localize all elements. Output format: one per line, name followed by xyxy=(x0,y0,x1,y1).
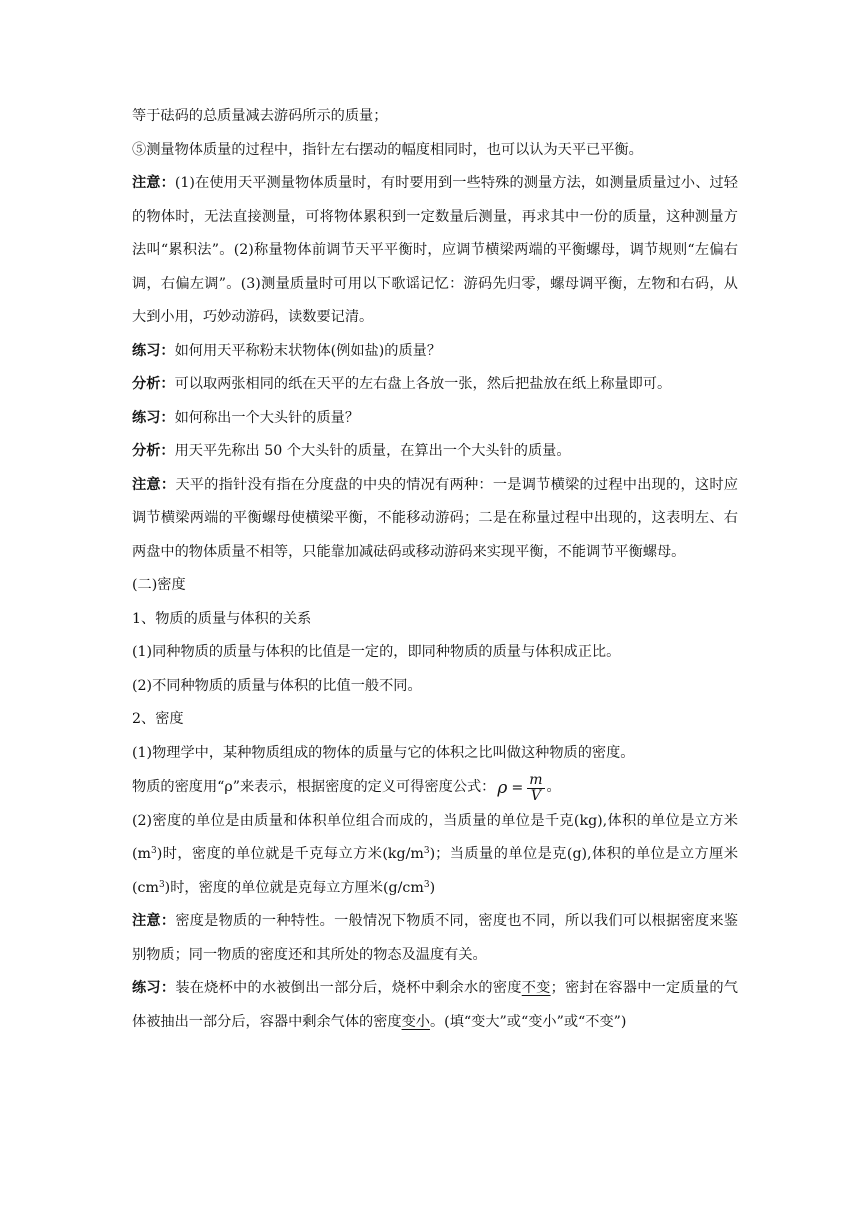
exercise-label: 练习： xyxy=(132,342,175,359)
formula-numerator: m xyxy=(529,772,543,789)
exercise-label: 练习： xyxy=(132,980,176,996)
note-text: (1)在使用天平测量物体质量时，有时要用到一些特殊的测量方法，如测量质量过小、过轻的物体时，无法直接测量，可将物体累积到一定数量后测量，再求其中一份的质量，这种测量方法叫“累积法”。(2)称量物体前调节天平平衡时，应调节横梁两端的平衡螺母，调节规则“左偏右调，右偏左调”。(3)测量质量时可用以下歌谣记忆：游码先归零，螺母调平衡，左物和右码，从大到小用，巧妙动游码，读数要记清。 xyxy=(132,175,738,325)
note-paragraph xyxy=(132,905,738,972)
formula-equals: = xyxy=(511,780,524,796)
formula-fraction xyxy=(527,773,544,804)
text-line: (1)同种物质的质量与体积的比值是一定的，即同种物质的质量与体积成正比。 xyxy=(132,644,621,660)
analysis-text: 用天平先称出 50 个大头针的质量，在算出一个大头针的质量。 xyxy=(174,443,571,459)
units-text: )时，密度的单位就是千克每立方米(kg/m xyxy=(156,846,424,862)
formula-intro: 物质的密度用“ρ”来表示，根据密度的定义可得密度公式： xyxy=(132,779,496,795)
note-paragraph xyxy=(132,167,738,335)
superscript-3: 3 xyxy=(151,846,157,856)
formula-rho: ρ xyxy=(497,778,508,798)
units-text: )时，密度的单位就是克每立方厘米(g/cm xyxy=(164,879,424,896)
exercise-text: 如何用天平称粉末状物体(例如盐)的质量？ xyxy=(174,342,442,359)
density-formula xyxy=(497,772,544,806)
note-label: 注意： xyxy=(132,175,175,191)
exercise-text: ；密封在容器中一定质量的气体被抽出一部分后，容器中剩余气体的密度 xyxy=(132,980,738,1030)
subheading: 1、物质的质量与体积的关系 xyxy=(132,610,312,627)
subheading: 2、密度 xyxy=(132,711,184,727)
analysis-paragraph xyxy=(132,368,738,402)
text-line: ⑤测量物体质量的过程中，指针左右摆动的幅度相同时，也可以认为天平已平衡。 xyxy=(132,141,643,158)
note-label: 注意： xyxy=(132,913,176,929)
analysis-label: 分析： xyxy=(132,376,175,392)
analysis-paragraph xyxy=(132,435,738,469)
units-text: )；当质量的单位是克(g),体积的单位是立方厘米(cm xyxy=(132,846,739,896)
exercise-text: 如何称出一个大头针的质量？ xyxy=(174,409,360,426)
analysis-text: 可以取两张相同的纸在天平的左右盘上各放一张，然后把盐放在纸上称量即可。 xyxy=(174,376,672,392)
units-paragraph xyxy=(132,805,738,906)
exercise-label: 练习： xyxy=(132,409,175,426)
exercise-text: 。(填“变大”或“变小”或“不变”) xyxy=(429,1013,627,1030)
units-text: ) xyxy=(429,879,436,896)
exercise-paragraph xyxy=(132,335,738,369)
superscript-3: 3 xyxy=(423,879,430,890)
exercise-paragraph xyxy=(132,972,738,1039)
exercise-paragraph xyxy=(132,402,738,436)
superscript-3: 3 xyxy=(158,879,165,890)
superscript-3: 3 xyxy=(423,846,430,856)
text-line: (1)物理学中，某种物质组成的物体的质量与它的体积之比叫做这种物质的密度。 xyxy=(132,744,635,761)
exercise-text: 装在烧杯中的水被倒出一部分后，烧杯中剩余水的密度 xyxy=(175,980,522,996)
note-text: 天平的指针没有指在分度盘的中央的情况有两种：一是调节横梁的过程中出现的，这时应调节横梁两端的平衡螺母使横梁平衡，不能移动游码；二是在称量过程中出现的，这表明左、右两盘中的物体质量不相等，只能靠加减砝码或移动游码来实现平衡，不能调节平衡螺母。 xyxy=(132,476,738,560)
answer-underlined: 不变 xyxy=(521,980,551,996)
note-text: 密度是物质的一种特性。一般情况下物质不同，密度也不同，所以我们可以根据密度来鉴别物质；同一物质的密度还和其所处的物态及温度有关。 xyxy=(132,913,738,963)
document-page xyxy=(132,100,738,1039)
text-line: (2)不同种物质的质量与体积的比值一般不同。 xyxy=(132,677,422,694)
units-text: (2)密度的单位是由质量和体积单位组合而成的，当质量的单位是千克(kg),体积的单位是立方米(m xyxy=(132,812,738,862)
answer-underlined: 变小 xyxy=(401,1013,430,1030)
text-line: 等于砝码的总质量减去游码所示的质量； xyxy=(132,108,388,124)
formula-end: 。 xyxy=(546,779,561,795)
note-label: 注意： xyxy=(132,476,176,493)
formula-denominator: V xyxy=(530,788,541,805)
formula-line xyxy=(132,770,738,805)
section-heading: (二)密度 xyxy=(132,577,186,593)
note-paragraph xyxy=(132,469,738,570)
analysis-label: 分析： xyxy=(132,443,175,459)
